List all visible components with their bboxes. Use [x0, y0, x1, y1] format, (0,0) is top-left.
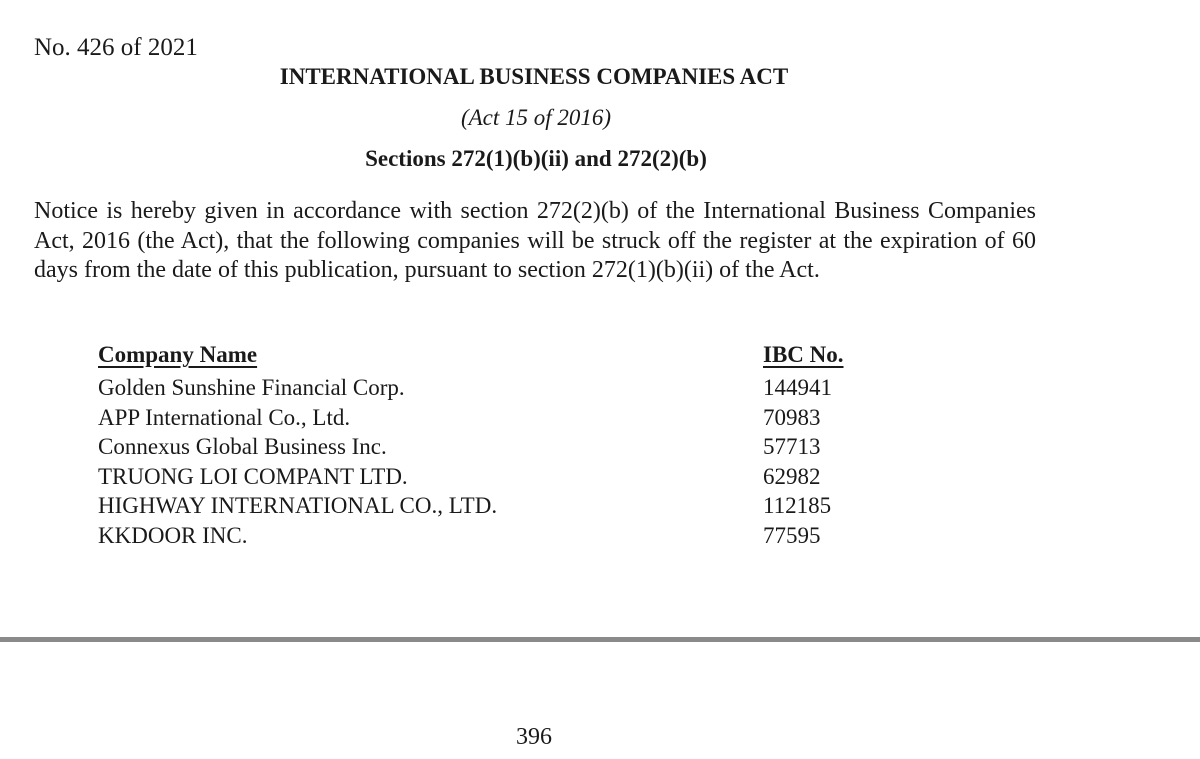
- company-name: HIGHWAY INTERNATIONAL CO., LTD.: [98, 493, 498, 518]
- company-row: [0, 521, 1200, 551]
- ibc-number: 112185: [763, 493, 832, 518]
- page-divider: [0, 637, 1200, 642]
- act-title: INTERNATIONAL BUSINESS COMPANIES ACT: [279, 64, 789, 89]
- ibc-number: 57713: [763, 434, 821, 459]
- ibc-number-header: IBC No.: [763, 342, 844, 367]
- ibc-number: 70983: [763, 404, 821, 430]
- page-number: 396: [516, 724, 552, 750]
- company-row: [0, 373, 1200, 403]
- act-number: (Act 15 of 2016): [460, 105, 612, 130]
- company-name: Golden Sunshine Financial Corp.: [98, 375, 405, 400]
- ibc-number: 77595: [763, 522, 821, 548]
- company-row: [0, 491, 1200, 521]
- company-list: [0, 373, 1200, 550]
- ibc-number: 62982: [763, 463, 821, 489]
- company-name-header: Company Name: [98, 342, 258, 367]
- ibc-number: 144941: [763, 375, 832, 400]
- company-name: Connexus Global Business Inc.: [98, 434, 387, 459]
- sections-heading: Sections 272(1)(b)(ii) and 272(2)(b): [365, 146, 707, 171]
- company-name: TRUONG LOI COMPANT LTD.: [98, 463, 408, 489]
- notice-body: Notice is hereby given in accordance with section 272(2)(b) of the International Business Companies Act, 2016 (the Act), that the following companies will be struck off the register at the expiration of 60 days from the date of this publication, pursuant to section 272(1)(b)(ii) of the Act.: [34, 198, 1036, 283]
- company-name: APP International Co., Ltd.: [98, 404, 351, 430]
- notice-number: No. 426 of 2021: [34, 34, 198, 61]
- company-row: [0, 403, 1200, 433]
- company-row: [0, 462, 1200, 492]
- company-row: [0, 432, 1200, 462]
- company-name: KKDOOR INC.: [98, 522, 248, 548]
